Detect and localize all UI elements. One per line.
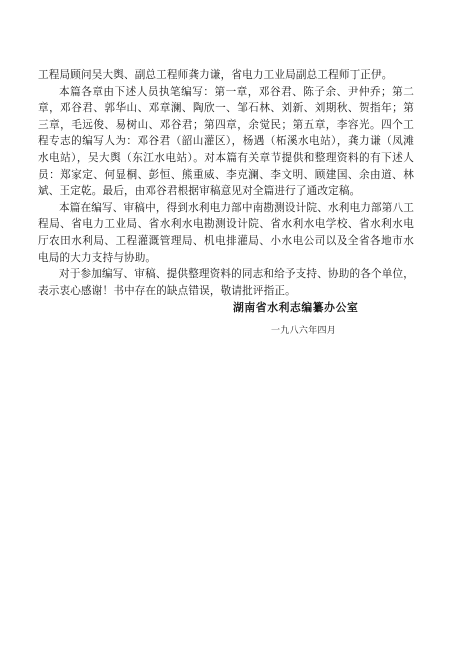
paragraph-continuation: 工程局顾问吴大舆、副总工程师龚力谦，省电力工业局副总工程师丁正伊。 [38, 69, 393, 81]
signature-date: 一九八六年四月 [271, 326, 337, 336]
document-body [38, 67, 414, 299]
paragraph-thanks: 对于参加编写、审稿、提供整理资料的同志和给予支持、协助的各个单位，表示衷心感谢！书中存在的缺点错误，敬请批评指正。 [38, 268, 414, 297]
paragraph-authors: 本篇各章由下述人员执笔编写：第一章，邓谷君、陈子余、尹仲乔；第二章，邓谷君、郭华山、邓章澜、陶欣一、邹石林、刘新、刘期秋、贺指年；第三章，毛远俊、易树山、邓谷君；第四章，余觉民；第五章，李容光。四个工程专志的编写人为：邓谷君（韶山灌区），杨遇（柘溪水电站），龚力谦（凤滩水电站），吴大舆（东江水电站）。对本篇有关章节提供和整理资料的有下述人员：郑家定、何显桐、彭恒、熊重威、李克澜、李文明、顾建国、余由道、林斌、王定乾。最后，由邓谷君根据审稿意见对全篇进行了通改定稿。 [38, 85, 414, 198]
signature-organization: 湖南省水利志编纂办公室 [233, 301, 359, 314]
paragraph-support: 本篇在编写、审稿中，得到水利电力部中南勘测设计院、水利电力部第八工程局、省电力工业局、省水利水电勘测设计院、省水利水电学校、省水利水电厅农田水利局、工程灌溉管理局、机电排灌局、小水电公司以及全省各地市水电局的大力支持与协助。 [38, 201, 414, 264]
